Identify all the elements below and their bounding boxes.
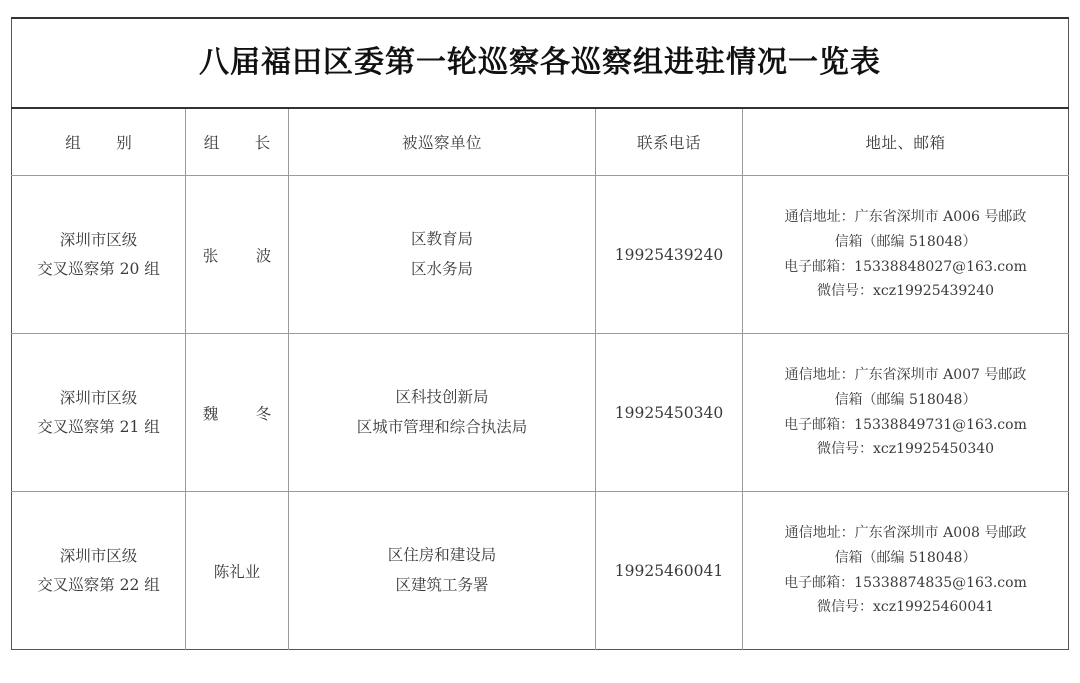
unit-line-2: 区水务局 (410, 259, 473, 278)
cell-phone (596, 176, 743, 334)
column-header-address-label: 地址、邮箱 (865, 134, 946, 152)
email-line: 电子邮箱：15338874835@163.com (784, 574, 1027, 591)
cell-leader (186, 334, 289, 492)
group-line-2: 交叉巡察第 22 组 (37, 575, 160, 594)
wechat-line: 微信号：xcz19925460041 (816, 599, 995, 616)
address-line-1: 通信地址：广东省深圳市 A007 号邮政 (784, 366, 1027, 383)
column-header-leader (186, 108, 289, 176)
column-header-group (12, 108, 186, 176)
cell-leader (186, 492, 289, 650)
unit-line-1: 区科技创新局 (395, 388, 489, 407)
title-cell (12, 18, 1069, 108)
email-line: 电子邮箱：15338849731@163.com (784, 416, 1027, 433)
wechat-line: 微信号：xcz19925450340 (816, 441, 995, 458)
phone-number: 19925439240 (614, 245, 724, 264)
table-header-row (12, 108, 1069, 176)
column-header-phone-label: 联系电话 (636, 134, 701, 152)
table-title-row (12, 18, 1069, 108)
cell-inspected-units (289, 334, 596, 492)
address-line-1: 通信地址：广东省深圳市 A006 号邮政 (784, 208, 1027, 225)
column-header-unit-label: 被巡察单位 (401, 134, 482, 152)
inspection-teams-table (11, 17, 1069, 650)
group-line-2: 交叉巡察第 21 组 (37, 417, 160, 436)
unit-line-1: 区教育局 (410, 230, 473, 249)
column-header-group-label: 组 别 (65, 134, 142, 152)
cell-phone (596, 334, 743, 492)
unit-line-2: 区城市管理和综合执法局 (356, 417, 528, 436)
group-line-1: 深圳市区级 (59, 388, 138, 407)
column-header-unit (289, 108, 596, 176)
cell-address (743, 492, 1069, 650)
email-line: 电子邮箱：15338848027@163.com (784, 258, 1027, 275)
table-row (12, 176, 1069, 334)
column-header-leader-label: 组 长 (203, 134, 281, 152)
address-line-1: 通信地址：广东省深圳市 A008 号邮政 (784, 524, 1027, 541)
cell-group (12, 334, 186, 492)
cell-phone (596, 492, 743, 650)
wechat-line: 微信号：xcz19925439240 (816, 283, 995, 300)
group-line-1: 深圳市区级 (59, 546, 138, 565)
cell-address (743, 176, 1069, 334)
cell-leader (186, 176, 289, 334)
cell-address (743, 334, 1069, 492)
cell-inspected-units (289, 492, 596, 650)
column-header-phone (596, 108, 743, 176)
address-line-2: 信箱（邮编 518048） (834, 549, 977, 566)
cell-group (12, 492, 186, 650)
leader-name: 魏 冬 (202, 404, 283, 423)
phone-number: 19925460041 (614, 561, 724, 580)
table-row (12, 492, 1069, 650)
page-title: 八届福田区委第一轮巡察各巡察组进驻情况一览表 (199, 45, 882, 80)
leader-name: 张 波 (202, 246, 283, 265)
group-line-2: 交叉巡察第 20 组 (37, 259, 160, 278)
unit-line-1: 区住房和建设局 (387, 546, 497, 565)
address-line-2: 信箱（邮编 518048） (834, 233, 977, 250)
unit-line-2: 区建筑工务署 (395, 575, 489, 594)
group-line-1: 深圳市区级 (59, 230, 138, 249)
address-line-2: 信箱（邮编 518048） (834, 391, 977, 408)
cell-inspected-units (289, 176, 596, 334)
cell-group (12, 176, 186, 334)
phone-number: 19925450340 (614, 403, 724, 422)
table-row (12, 334, 1069, 492)
column-header-address (743, 108, 1069, 176)
leader-name: 陈礼业 (213, 562, 261, 581)
